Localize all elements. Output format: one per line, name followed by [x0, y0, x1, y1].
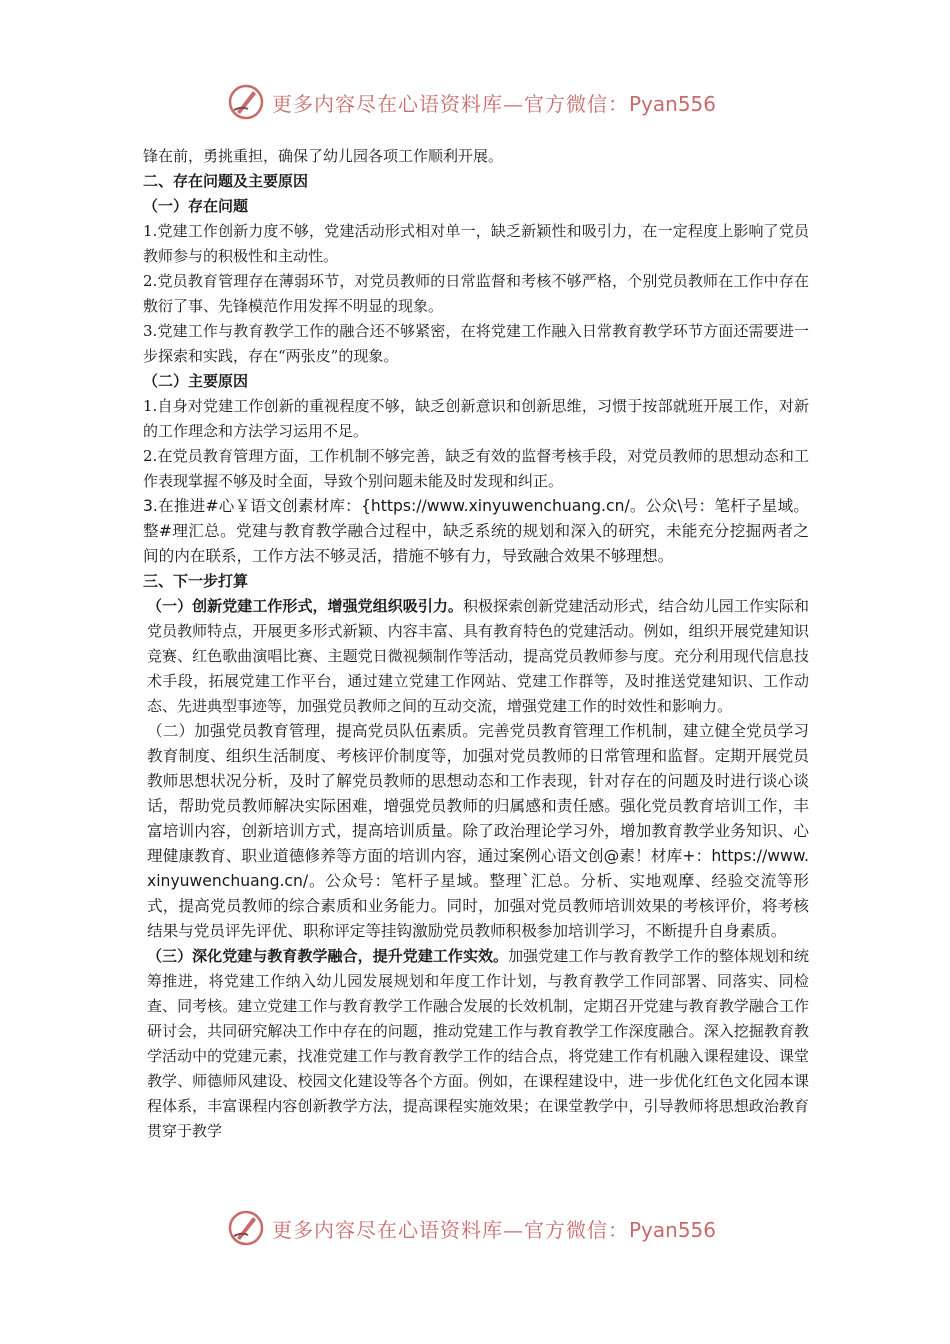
banner-wechat-id: Pyan556 — [629, 1217, 717, 1242]
paragraph: 1.党建工作创新力度不够，党建活动形式相对单一，缺乏新颖性和吸引力，在一定程度上影响了党员教师参与的积极性和主动性。 — [143, 222, 809, 265]
paragraph-body: 积极探索创新党建活动形式，结合幼儿园工作实际和党员教师特点，开展更多形式新颖、内容丰富、具有教育特色的党建活动。例如，组织开展党建知识竞赛、红色歌曲演唱比赛、主题党日微视频制作等活动，提高党员教师参与度。充分利用现代信息技术手段，拓展党建工作平台，通过建立党建工作网站、党建工作群等，及时推送党建知识、工作动态、先进典型事迹等，加强党员教师之间的互动交流，增强党建工作的时效性和影响力。 — [147, 597, 809, 715]
paragraph — [143, 719, 809, 944]
quill-logo-icon — [226, 1208, 266, 1248]
paragraph-body: 完善党员教育管理工作机制，建立健全党员学习教育制度、组织生活制度、考核评价制度等，加强对党员教师的日常管理和监督。定期开展党员教师思想状况分析，及时了解党员教师的思想动态和工作表现，针对存在的问题及时进行谈心谈话，帮助党员教师解决实际困难，增强党员教师的归属感和责任感。强化党员教育培训工作，丰富培训内容，创新培训方式，提高培训质量。除了政治理论学习外，增加教育教学业务知识、心理健康教育、职业道德修养等方面的培训内容，通过案例心语文创@素！材库+：https://www.xinyuwenchuang.cn/。公众号：笔杆子星域。整理`汇总。分析、实地观摩、经验交流等形式，提高党员教师的综合素质和业务能力。同时，加强对党员教师培训效果的考核评价，将考核结果与党员评先评优、职称评定等挂钩激励党员教师积极参加培训学习，不断提升自身素质。 — [147, 722, 809, 940]
paragraph: 1.自身对党建工作创新的重视程度不够，缺乏创新意识和创新思维，习惯于按部就班开展工作，对新的工作理念和方法学习运用不足。 — [143, 397, 809, 440]
quill-logo-icon — [226, 82, 266, 122]
paragraph: 锋在前，勇挑重担，确保了幼儿园各项工作顺利开展。 — [143, 147, 504, 165]
paragraph: 2.党员教育管理存在薄弱环节，对党员教师的日常监督和考核不够严格，个别党员教师在工作中存在敷衍了事、先锋模范作用发挥不明显的现象。 — [143, 272, 809, 315]
inline-heading: （一）创新党建工作形式，增强党组织吸引力。 — [147, 597, 463, 615]
paragraph: 2.在党员教育管理方面，工作机制不够完善，缺乏有效的监督考核手段，对党员教师的思想动态和工作表现掌握不够及时全面，导致个别问题未能及时发现和纠正。 — [143, 447, 809, 490]
subsection-heading: （一）存在问题 — [143, 197, 249, 215]
paragraph — [143, 594, 809, 719]
section-heading: 三、下一步打算 — [143, 572, 249, 590]
paragraph: 3.党建工作与教育教学工作的融合还不够紧密，在将党建工作融入日常教育教学环节方面还需要进一步探索和实践，存在“两张皮”的现象。 — [143, 322, 809, 365]
banner-wechat-id: Pyan556 — [629, 91, 717, 116]
inline-heading: （二）加强党员教育管理，提高党员队伍素质。 — [147, 722, 479, 740]
header-banner — [226, 82, 746, 122]
paragraph — [143, 944, 809, 1144]
paragraph: 3.在推进#心￥语文创素材库：{https://www.xinyuwenchuang.cn/。公众\号：笔杆子星域。整#理汇总。党建与教育教学融合过程中，缺乏系统的规划和深入的研究，未能充分挖掘两者之间的内在联系，工作方法不够灵活，措施不够有力，导致融合效果不够理想。 — [143, 497, 809, 565]
banner-text: 更多内容尽在心语资料库—官方微信：Pyan556 — [272, 1217, 717, 1242]
paragraph-body: 加强党建工作与教育教学工作的整体规划和统筹推进，将党建工作纳入幼儿园发展规划和年度工作计划，与教育教学工作同部署、同落实、同检查、同考核。建立党建工作与教育教学工作融合发展的长效机制，定期召开党建与教育教学融合工作研讨会，共同研究解决工作中存在的问题，推动党建工作与教育教学工作深度融合。深入挖掘教育教学活动中的党建元素，找准党建工作与教育教学工作的结合点，将党建工作有机融入课程建设、课堂教学、师德师风建设、校园文化建设等各个方面。例如，在课程建设中，进一步优化红色文化园本课程体系，丰富课程内容创新教学方法，提高课程实施效果；在课堂教学中，引导教师将思想政治教育贯穿于教学 — [147, 947, 809, 1140]
footer-banner — [226, 1208, 746, 1248]
banner-text: 更多内容尽在心语资料库—官方微信：Pyan556 — [272, 91, 717, 116]
document-body — [143, 144, 809, 1144]
subsection-heading: （二）主要原因 — [143, 372, 249, 390]
section-heading: 二、存在问题及主要原因 — [143, 172, 309, 190]
inline-heading: （三）深化党建与教育教学融合，提升党建工作实效。 — [147, 947, 509, 965]
